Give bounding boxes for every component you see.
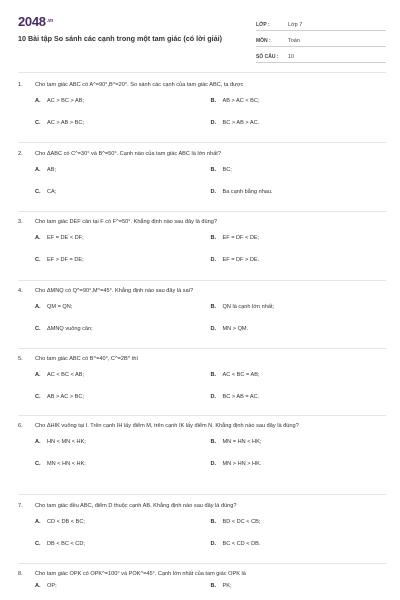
answer-option-c[interactable] bbox=[35, 386, 211, 408]
answer-letter: C. bbox=[35, 188, 41, 195]
answer-option-b[interactable] bbox=[211, 159, 387, 181]
question-stem bbox=[18, 80, 386, 90]
question-stem bbox=[18, 421, 386, 431]
class-value: Lớp 7 bbox=[288, 22, 303, 28]
answer-option-d[interactable] bbox=[211, 533, 387, 555]
answer-text: MN > HN > HK. bbox=[222, 460, 262, 467]
question-divider bbox=[18, 415, 386, 416]
answer-text: ΔMNQ vuông cân; bbox=[47, 325, 93, 332]
answer-option-c[interactable] bbox=[35, 318, 211, 340]
question-number: 7. bbox=[18, 503, 23, 509]
answer-options bbox=[18, 227, 386, 271]
answer-letter: C. bbox=[35, 119, 41, 126]
answer-letter: B. bbox=[210, 97, 217, 104]
answer-letter: B. bbox=[210, 166, 217, 173]
answer-letter: B. bbox=[210, 303, 217, 310]
question-number: 8. bbox=[18, 571, 23, 577]
answer-options bbox=[18, 296, 386, 340]
answer-text: EF = DF > DE. bbox=[222, 256, 260, 263]
answer-option-d[interactable] bbox=[211, 318, 387, 340]
question-divider bbox=[18, 211, 386, 212]
question-number: 3. bbox=[18, 219, 23, 225]
answer-letter: C. bbox=[35, 325, 41, 332]
subject-value: Toán bbox=[288, 38, 300, 44]
answer-option-a[interactable] bbox=[35, 431, 211, 453]
answer-text: QM = QN; bbox=[47, 303, 73, 310]
question-divider bbox=[18, 348, 386, 349]
question-divider bbox=[18, 494, 386, 495]
answer-option-b[interactable] bbox=[211, 431, 387, 453]
answer-option-b[interactable] bbox=[211, 511, 387, 533]
question-number: 6. bbox=[18, 423, 23, 429]
answer-option-a[interactable] bbox=[35, 227, 211, 249]
question-text: Cho tam giác ABC có A^=90°,B^=20°. So sánh các cạnh của tam giác ABC, ta được bbox=[35, 82, 244, 88]
site-logo[interactable] bbox=[18, 14, 248, 29]
answer-letter: B. bbox=[210, 582, 217, 589]
answer-letter: D. bbox=[210, 119, 217, 126]
answer-text: EF = DE < DF; bbox=[47, 234, 84, 241]
answer-options bbox=[18, 431, 386, 475]
answer-text: HN < MN < HK; bbox=[47, 438, 86, 445]
question-text: Cho tam giác ABC có B^=40°, C^=2B^ thì bbox=[35, 356, 139, 362]
question-number: 5. bbox=[18, 356, 23, 362]
answer-letter: D. bbox=[210, 188, 217, 195]
answer-text: DB < BC < CD; bbox=[47, 540, 85, 547]
answer-option-a[interactable] bbox=[35, 511, 211, 533]
answer-text: MN = HN < HK; bbox=[222, 438, 262, 445]
answer-option-d[interactable] bbox=[211, 453, 387, 475]
answer-text: AC > BC > AB; bbox=[47, 97, 84, 104]
answer-option-d[interactable] bbox=[211, 386, 387, 408]
header-divider bbox=[18, 72, 386, 73]
subject-label: MÔN : bbox=[256, 38, 271, 44]
answer-options bbox=[18, 159, 386, 203]
question-number: 2. bbox=[18, 151, 23, 157]
answer-letter: C. bbox=[35, 540, 41, 547]
answer-letter: C. bbox=[35, 460, 41, 467]
answer-option-b[interactable] bbox=[211, 90, 387, 112]
answer-options bbox=[18, 364, 386, 408]
answer-letter: D. bbox=[210, 460, 217, 467]
answer-text: AC < BC < AB; bbox=[47, 371, 84, 378]
answer-text: AB > AC < BC; bbox=[222, 97, 260, 104]
question-text: Cho ΔABC có C^=30° và B^=50°. Cạnh nào của tam giác ABC là lớn nhất? bbox=[35, 151, 221, 157]
answer-text: BC < CD < DB. bbox=[222, 540, 261, 547]
answer-text: AB > AC > BC; bbox=[47, 393, 84, 400]
question-text: Cho ΔMNQ có Q^=90°,M^=45°. Khẳng định nào sau đây là sai? bbox=[35, 288, 194, 294]
question-4 bbox=[18, 286, 386, 340]
answer-letter: D. bbox=[210, 540, 217, 547]
answer-letter: D. bbox=[210, 256, 217, 263]
answer-option-a[interactable] bbox=[35, 159, 211, 181]
answer-letter: D. bbox=[210, 393, 217, 400]
answer-text: BC > AB > AC. bbox=[222, 119, 260, 126]
meta-row-subject bbox=[256, 33, 386, 47]
answer-option-b[interactable] bbox=[211, 579, 387, 593]
logo-suffix: .vn bbox=[46, 18, 54, 24]
question-2 bbox=[18, 149, 386, 203]
answer-option-b[interactable] bbox=[211, 364, 387, 386]
meta-row-count bbox=[256, 49, 386, 63]
answer-option-d[interactable] bbox=[211, 112, 387, 134]
answer-option-d[interactable] bbox=[211, 249, 387, 271]
question-stem bbox=[18, 286, 386, 296]
answer-letter: A. bbox=[35, 438, 41, 445]
answer-text: EF = DF < DE; bbox=[222, 234, 260, 241]
answer-text: PK; bbox=[222, 582, 232, 589]
answer-option-a[interactable] bbox=[35, 90, 211, 112]
answer-letter: A. bbox=[35, 371, 41, 378]
meta-row-class bbox=[256, 17, 386, 31]
answer-option-c[interactable] bbox=[35, 181, 211, 203]
class-label: LỚP : bbox=[256, 22, 270, 28]
question-number: 1. bbox=[18, 82, 23, 88]
answer-letter: D. bbox=[210, 325, 217, 332]
answer-option-d[interactable] bbox=[211, 181, 387, 203]
question-text: Cho ΔHIK vuông tại I. Trên cạnh IH lấy điểm M, trên cạnh IK lấy điểm N. Khẳng định nào sau đây là đúng? bbox=[35, 423, 299, 429]
answer-option-c[interactable] bbox=[35, 112, 211, 134]
answer-options bbox=[18, 579, 386, 593]
answer-letter: A. bbox=[35, 582, 41, 589]
question-stem bbox=[18, 501, 386, 511]
answer-option-b[interactable] bbox=[211, 227, 387, 249]
answer-letter: B. bbox=[210, 518, 217, 525]
answer-option-c[interactable] bbox=[35, 533, 211, 555]
answer-letter: B. bbox=[210, 234, 217, 241]
answer-text: BD < DC < CB; bbox=[222, 518, 261, 525]
question-3 bbox=[18, 217, 386, 271]
answer-letter: C. bbox=[35, 393, 41, 400]
question-stem bbox=[18, 569, 386, 579]
answer-letter: A. bbox=[35, 518, 41, 525]
answer-option-a[interactable] bbox=[35, 364, 211, 386]
answer-option-a[interactable] bbox=[35, 296, 211, 318]
answer-option-a[interactable] bbox=[35, 579, 211, 593]
question-stem bbox=[18, 149, 386, 159]
answer-letter: A. bbox=[35, 166, 41, 173]
answer-letter: B. bbox=[210, 438, 217, 445]
question-5 bbox=[18, 354, 386, 408]
count-label: SỐ CÂU : bbox=[256, 54, 279, 60]
answer-text: AC > AB > BC; bbox=[47, 119, 84, 126]
answer-options bbox=[18, 511, 386, 555]
worksheet-header bbox=[18, 0, 386, 68]
answer-option-c[interactable] bbox=[35, 249, 211, 271]
question-7 bbox=[18, 501, 386, 555]
answer-letter: A. bbox=[35, 234, 41, 241]
document-title: 10 Bài tập So sánh các cạnh trong một tam giác (có lời giải) bbox=[18, 34, 223, 43]
answer-text: AB; bbox=[47, 166, 57, 173]
question-divider bbox=[18, 142, 386, 143]
answer-text: OP; bbox=[47, 582, 57, 589]
question-6 bbox=[18, 421, 386, 475]
answer-text: QN là cạnh lớn nhất; bbox=[222, 303, 275, 310]
meta-info bbox=[256, 14, 386, 68]
answer-letter: A. bbox=[35, 303, 41, 310]
question-divider bbox=[18, 280, 386, 281]
count-value: 10 bbox=[288, 54, 295, 60]
answer-text: BC; bbox=[222, 166, 232, 173]
answer-text: CA; bbox=[47, 188, 57, 195]
answer-option-b[interactable] bbox=[211, 296, 387, 318]
answer-letter: B. bbox=[210, 371, 217, 378]
answer-options bbox=[18, 90, 386, 134]
question-text: Cho tam giác DEF cân tại F có F^=50°. Khẳng định nào sau đây là đúng? bbox=[35, 219, 217, 225]
question-1 bbox=[18, 80, 386, 134]
question-number: 4. bbox=[18, 288, 23, 294]
logo-text: 2048 bbox=[18, 14, 46, 29]
answer-text: Ba cạnh bằng nhau. bbox=[222, 188, 273, 195]
question-divider bbox=[18, 563, 386, 564]
question-stem bbox=[18, 354, 386, 364]
answer-text: BC > AB = AC. bbox=[222, 393, 260, 400]
answer-text: CD < DB < BC; bbox=[47, 518, 85, 525]
question-text: Cho tam giác đều ABC, điểm D thuộc cạnh AB. Khẳng định nào sau đây là đúng? bbox=[35, 503, 237, 509]
answer-text: MN > QM. bbox=[222, 325, 249, 332]
question-text: Cho tam giác OPK có OPK^=100° và POK^=45°. Cạnh lớn nhất của tam giác OPK là bbox=[35, 571, 246, 577]
answer-option-c[interactable] bbox=[35, 453, 211, 475]
header-left bbox=[18, 14, 248, 68]
answer-text: EF > DF = DE; bbox=[47, 256, 84, 263]
question-8 bbox=[18, 569, 386, 593]
answer-letter: A. bbox=[35, 97, 41, 104]
answer-letter: C. bbox=[35, 256, 41, 263]
question-stem bbox=[18, 217, 386, 227]
answer-text: AC < BC = AB; bbox=[222, 371, 260, 378]
answer-text: MN < HN < HK; bbox=[47, 460, 86, 467]
